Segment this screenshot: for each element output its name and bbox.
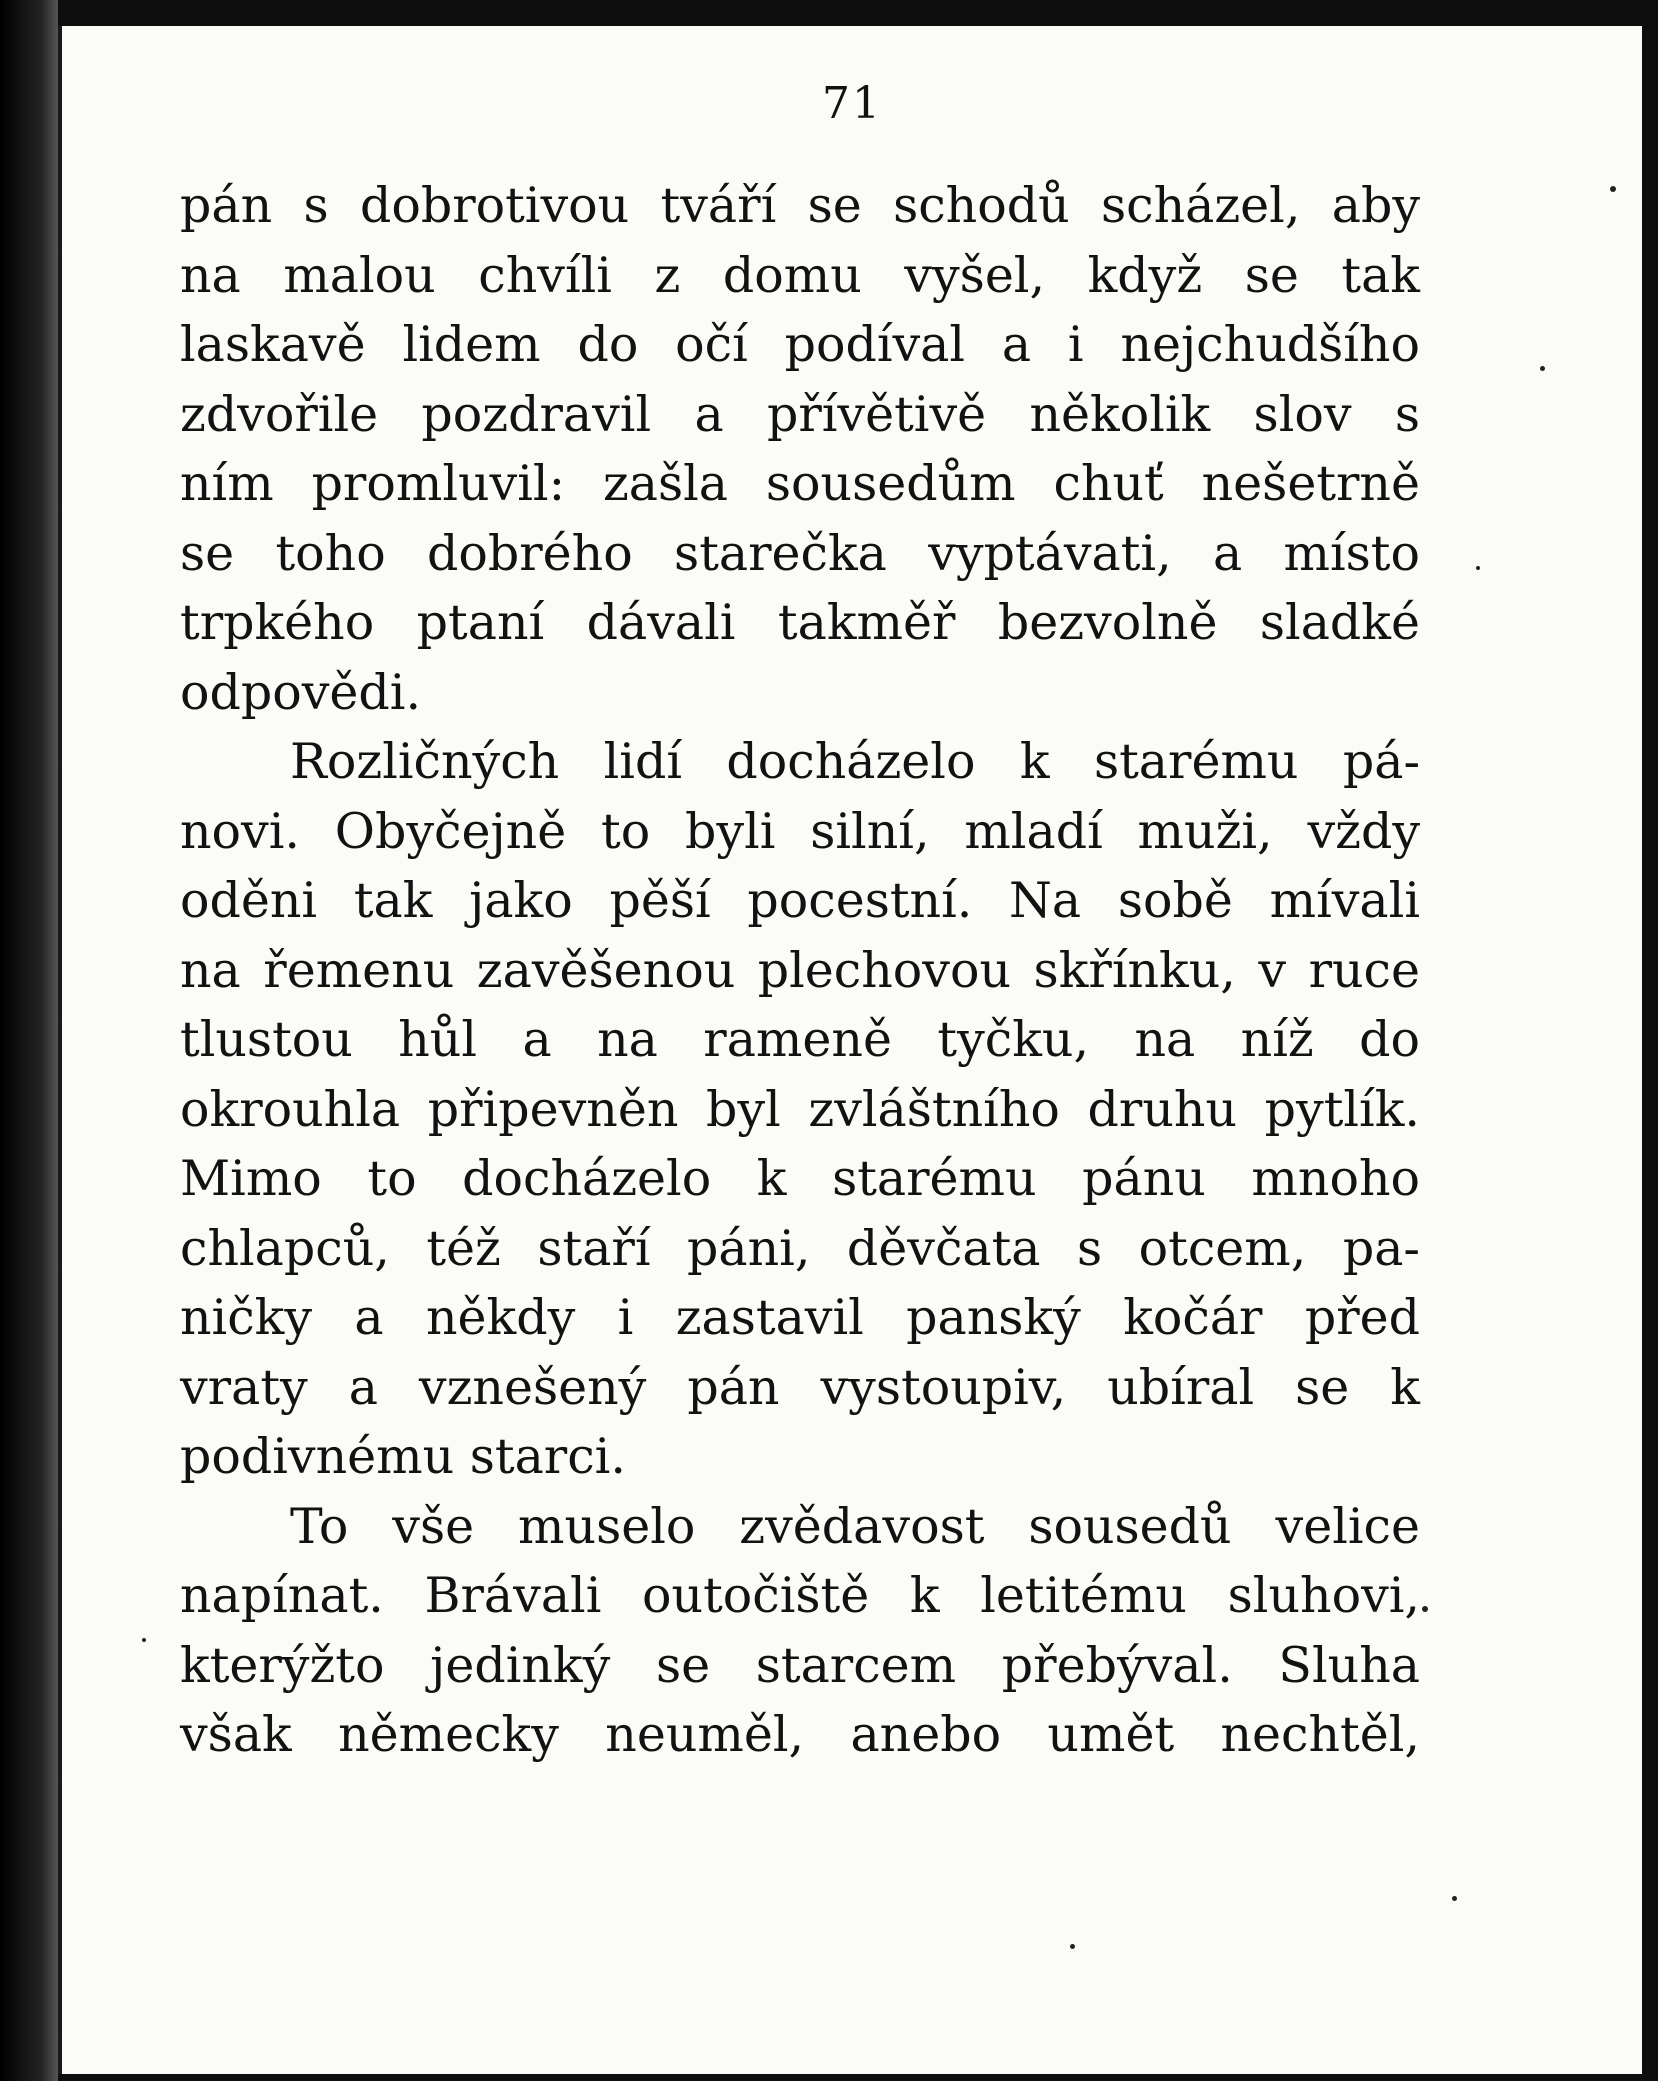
scan-speck bbox=[1452, 1896, 1457, 1901]
text-line: chlapců, též staří páni, děvčata s otcem, pa- bbox=[180, 1219, 1420, 1277]
scan-speck bbox=[1422, 1606, 1428, 1612]
binding-edge bbox=[0, 0, 58, 2081]
text-line: zdvořile pozdravil a přívětivě několik slov s bbox=[180, 385, 1420, 443]
text-line: však německy neuměl, anebo umět nechtěl, bbox=[180, 1706, 1420, 1763]
text-line: okrouhla připevněn byl zvláštního druhu pytlík. bbox=[180, 1080, 1420, 1138]
book-page bbox=[52, 26, 1642, 2074]
text-line: laskavě lidem do očí podíval a i nejchudšího bbox=[180, 316, 1420, 373]
text-line: na malou chvíli z domu vyšel, když se tak bbox=[180, 246, 1420, 304]
text-line: Mimo to docházelo k starému pánu mnoho bbox=[180, 1150, 1420, 1207]
scan-speck bbox=[1610, 186, 1616, 192]
text-line: ničky a někdy i zastavil panský kočár před bbox=[180, 1289, 1420, 1346]
body-text bbox=[180, 171, 1420, 1770]
page-number: 71 bbox=[822, 78, 882, 129]
text-line: napínat. Brávali outočiště k letitému sluhovi, bbox=[180, 1567, 1420, 1624]
text-line: tlustou hůl a na rameně tyčku, na níž do bbox=[180, 1011, 1420, 1068]
text-line: vraty a vznešený pán vystoupiv, ubíral se k bbox=[180, 1358, 1420, 1416]
text-line: oděni tak jako pěší pocestní. Na sobě mívali bbox=[180, 872, 1420, 929]
scan-speck bbox=[1476, 566, 1480, 570]
text-line: ním promluvil: zašla sousedům chuť nešetrně bbox=[180, 455, 1420, 512]
text-line: pán s dobrotivou tváří se schodů scházel, aby bbox=[180, 177, 1420, 234]
text-line: kterýžto jedinký se starcem přebýval. Sluha bbox=[180, 1636, 1420, 1694]
text-line: se toho dobrého starečka vyptávati, a místo bbox=[180, 524, 1420, 582]
text-line: novi. Obyčejně to byli silní, mladí muži, vždy bbox=[180, 802, 1420, 860]
text-line: trpkého ptaní dávali takměř bezvolně sladké bbox=[180, 594, 1420, 651]
scan-speck bbox=[1070, 1944, 1075, 1949]
text-line: podivnému starci. bbox=[180, 1428, 626, 1485]
text-line: odpovědi. bbox=[180, 663, 422, 721]
scan-speck bbox=[142, 1638, 146, 1642]
text-line: Rozličných lidí docházelo k starému pá- bbox=[290, 733, 1420, 790]
scan-speck bbox=[1540, 366, 1545, 371]
text-line: To vše muselo zvědavost sousedů velice bbox=[290, 1497, 1420, 1555]
text-line: na řemenu zavěšenou plechovou skřínku, v ruce bbox=[180, 941, 1420, 999]
